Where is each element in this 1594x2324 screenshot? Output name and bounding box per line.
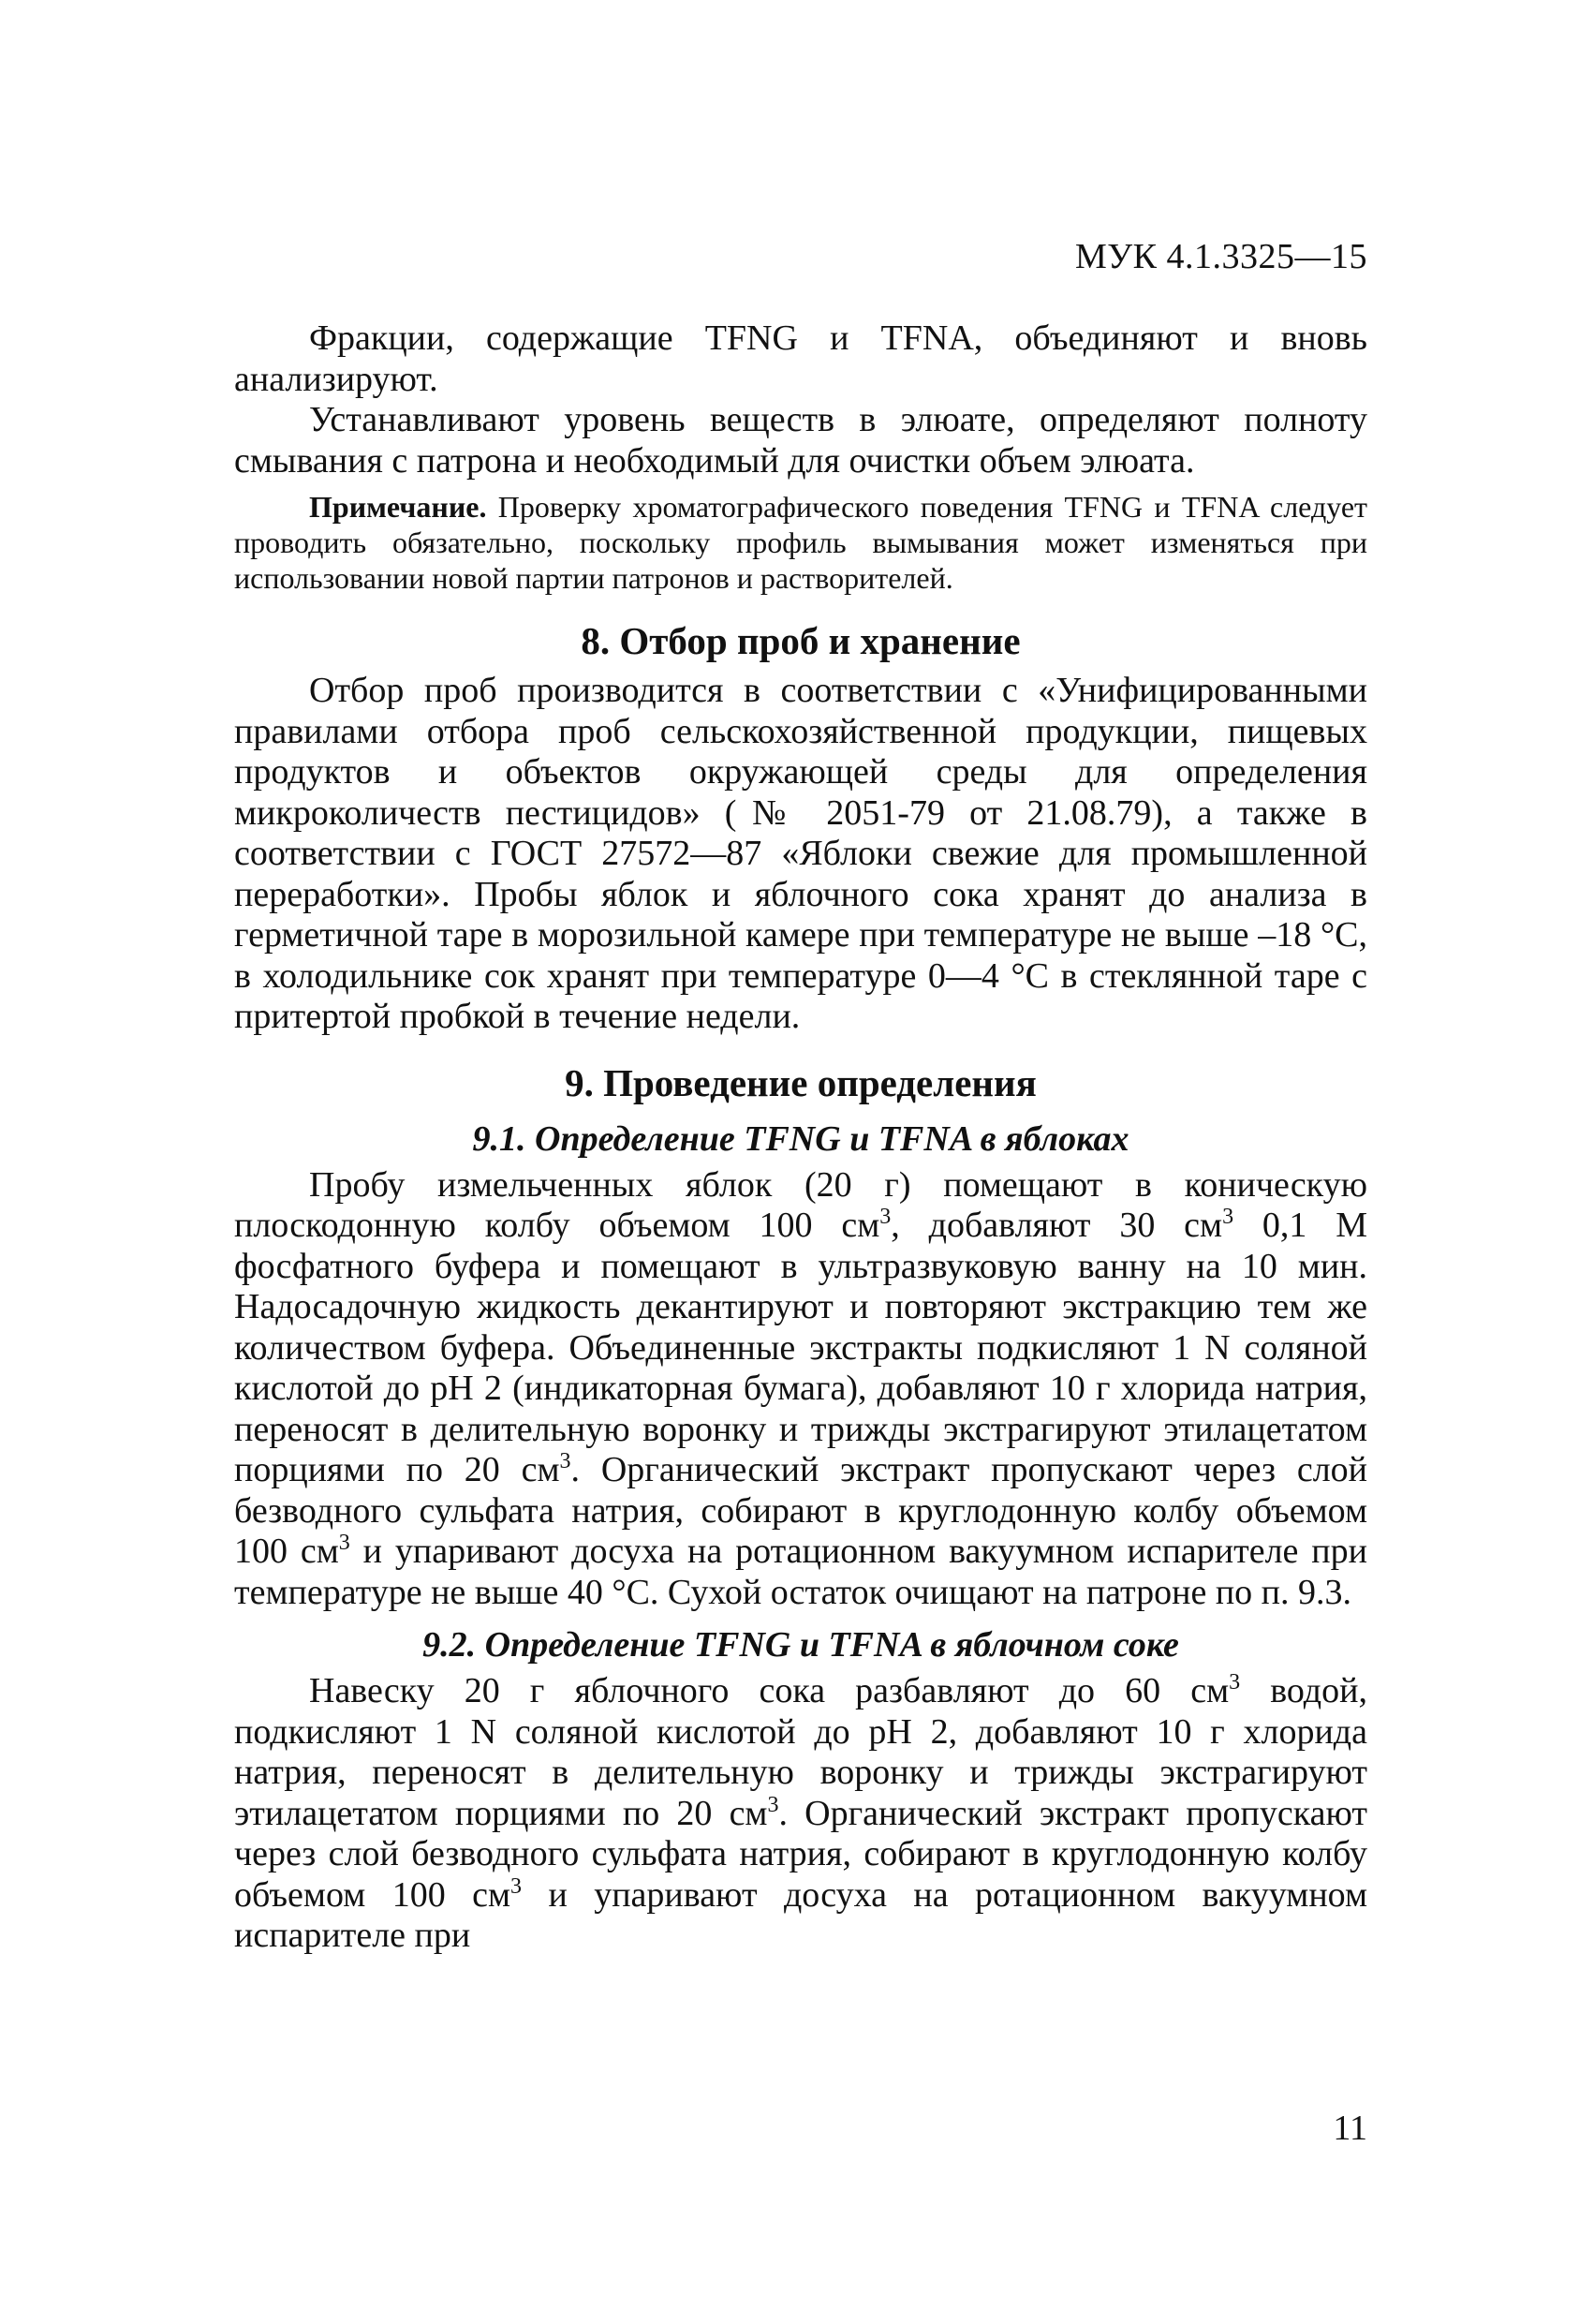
text-run: Навеску 20 г яблочного сока разбавляют до 60 см bbox=[309, 1671, 1230, 1710]
note-text: Проверку хроматографического поведения TFNG и TFNA следует проводить обязательно, поскольку профиль вымывания может изменяться при использовании новой партии патронов и растворителей. bbox=[234, 490, 1367, 595]
superscript: 3 bbox=[338, 1531, 350, 1555]
superscript: 3 bbox=[1229, 1670, 1241, 1695]
text-run: 0,1 М фосфатного буфера и помещают в ультразвуковую ванну на 10 мин. Надосадочную жидкость декантируют и повторяют экстракцию тем же количеством буфера. Объединенные экстракты подкисляют 1 N соляной кислотой до pH 2 (индикаторная бумага), добавляют 10 г хлорида натрия, переносят в делительную воронку и трижды экстрагируют этилацетатом порциями по 20 см bbox=[234, 1206, 1368, 1489]
text-run: . Органический экстракт пропускают через слой безводного сульфата натрия, собирают в круглодонную колбу объемом 100 см bbox=[234, 1450, 1367, 1571]
paragraph-eluate-level: Устанавливают уровень веществ в элюате, определяют полноту смывания с патрона и необходимый для очистки объем элюата. bbox=[234, 400, 1367, 481]
text-run: и упаривают досуха на ротационном вакуумном испарителе при bbox=[234, 1874, 1367, 1955]
superscript: 3 bbox=[767, 1792, 779, 1817]
text-run: водой, подкисляют 1 N соляной кислотой до pH 2, добавляют 10 г хлорида натрия, переносят в делительную воронку и трижды экстрагируют этилацетатом порциями по 20 см bbox=[234, 1671, 1367, 1833]
subsection-9-1-text bbox=[234, 1165, 1367, 1614]
section-8-heading: 8. Отбор проб и хранение bbox=[581, 619, 1021, 662]
note-label: Примечание. bbox=[309, 490, 487, 524]
superscript: 3 bbox=[879, 1205, 892, 1229]
document-body bbox=[234, 318, 1367, 1957]
subsection-9-2-text bbox=[234, 1671, 1367, 1957]
document-code-header: МУК 4.1.3325—15 bbox=[1074, 237, 1367, 276]
text-run: и упаривают досуха на ротационном вакуумном испарителе при температуре не выше 40 °С. Сухой остаток очищают на патроне по п. 9.3. bbox=[234, 1532, 1367, 1612]
paragraph-fractions: Фракции, содержащие TFNG и TFNA, объединяют и вновь анализируют. bbox=[234, 318, 1367, 399]
superscript: 3 bbox=[1222, 1205, 1234, 1229]
section-8-text: Отбор проб производится в соответствии с «Унифицированными правилами отбора проб сельскохозяйственной продукции, пищевых продуктов и объектов окружающей среды для определения микроколичеств пестицидов» (№ 2051-79 от 21.08.79), а также в соответствии с ГОСТ 27572—87 «Яблоки свежие для промышленной переработки». Пробы яблок и яблочного сока хранят до анализа в герметичной таре в морозильной камере при температуре не выше –18 °С, в холодильнике сок хранят при температуре 0—4 °С в стеклянной таре с притертой пробкой в течение недели. bbox=[234, 671, 1367, 1036]
text-run: Пробу измельченных яблок (20 г) помещают в коническую плоскодонную колбу объемом 100 см bbox=[234, 1164, 1367, 1245]
text-run: , добавляют 30 см bbox=[891, 1206, 1223, 1245]
document-page bbox=[234, 0, 1367, 2324]
section-9-heading: 9. Проведение определения bbox=[565, 1060, 1037, 1104]
superscript: 3 bbox=[510, 1873, 523, 1899]
superscript: 3 bbox=[559, 1449, 571, 1473]
subsection-9-1-heading: 9.1. Определение TFNG и TFNA в яблоках bbox=[472, 1118, 1129, 1159]
subsection-9-2-heading: 9.2. Определение TFNG и TFNA в яблочном соке bbox=[422, 1625, 1179, 1665]
text-run: . Органический экстракт пропускают через слой безводного сульфата натрия, собирают в круглодонную колбу объемом 100 см bbox=[234, 1793, 1367, 1915]
page-number: 11 bbox=[1333, 2109, 1367, 2148]
note-paragraph bbox=[234, 489, 1367, 596]
